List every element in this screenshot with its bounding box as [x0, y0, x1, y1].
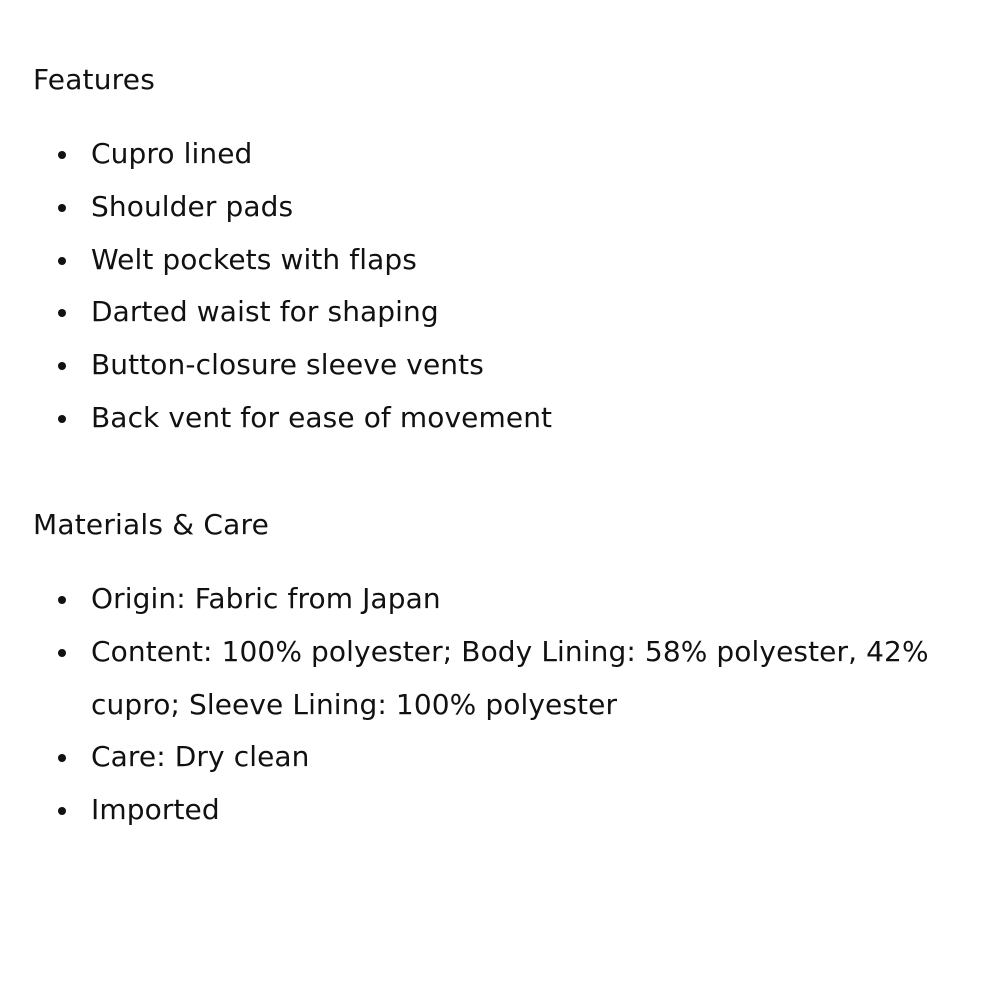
bullet-icon	[58, 309, 66, 317]
bullet-icon	[58, 415, 66, 423]
list-item	[0, 286, 1000, 339]
list-item-text: Imported	[91, 793, 220, 827]
list-item	[0, 784, 1000, 837]
list-item-text: Cupro lined	[91, 137, 253, 170]
list-item-text: Welt pockets with flaps	[91, 242, 417, 276]
bullet-icon	[58, 204, 66, 212]
list-item-text: Shoulder pads	[91, 189, 294, 223]
list-item-text: Darted waist for shaping	[91, 295, 439, 329]
features-list	[0, 128, 1000, 445]
list-item	[0, 392, 1000, 445]
list-item	[0, 573, 1000, 626]
list-item-text: Button-closure sleeve vents	[91, 348, 484, 382]
bullet-icon	[58, 362, 66, 370]
bullet-icon	[58, 257, 66, 265]
bullet-icon	[58, 649, 66, 657]
bullet-icon	[58, 807, 66, 815]
list-item	[0, 128, 1000, 181]
list-item	[0, 731, 1000, 784]
list-item-text: Content: 100% polyester; Body Lining: 58% polyester, 42% cupro; Sleeve Lining: 100% polyester	[91, 634, 929, 721]
list-item	[0, 181, 1000, 234]
list-item	[0, 234, 1000, 287]
features-heading: Features	[33, 63, 155, 96]
list-item-text: Care: Dry clean	[91, 740, 310, 774]
list-item-text: Back vent for ease of movement	[91, 400, 553, 434]
list-item-text: Origin: Fabric from Japan	[91, 582, 441, 615]
bullet-icon	[58, 596, 66, 604]
bullet-icon	[58, 151, 66, 159]
materials-care-list	[0, 573, 1000, 837]
materials-care-heading: Materials & Care	[33, 508, 270, 541]
list-item	[0, 339, 1000, 392]
list-item	[0, 626, 1000, 732]
bullet-icon	[58, 754, 66, 762]
